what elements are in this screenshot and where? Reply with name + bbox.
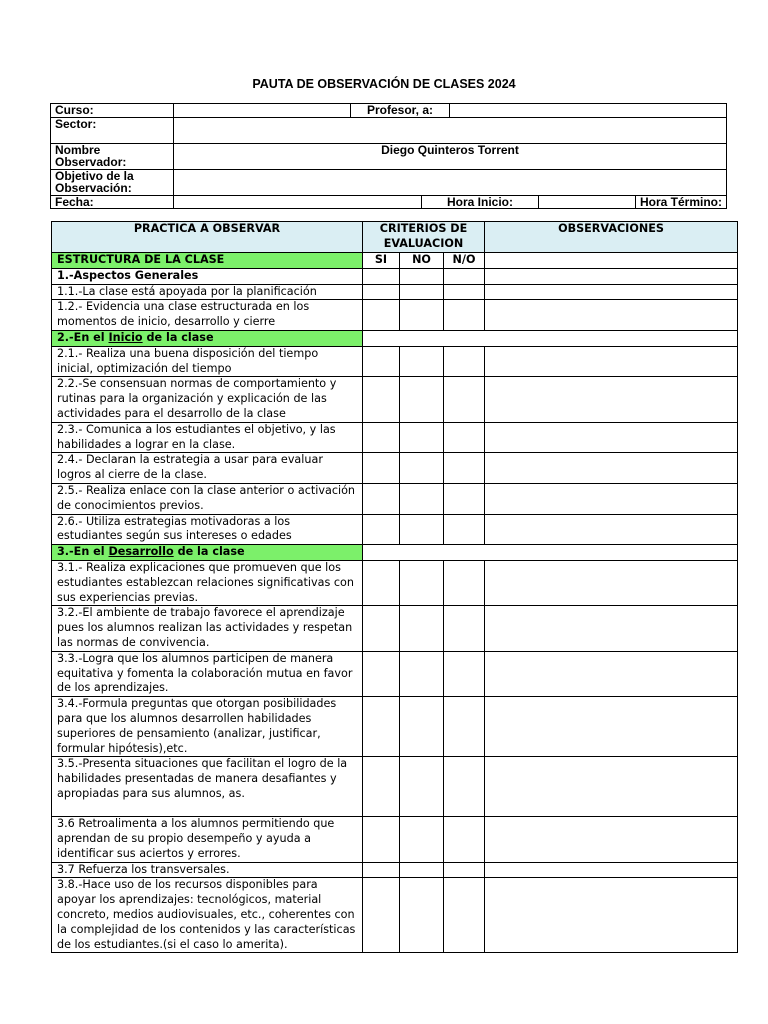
item-3-8: 3.8.-Hace uso de los recursos disponibles para apoyar los aprendizajes: tecnológicos, material concreto, medios audiovisuales, etc., coherentes con la complejidad de los contenidos y las características de los estudiantes.(si el caso lo amerita). <box>52 878 363 953</box>
section-inicio-post: de la clase <box>142 330 214 344</box>
obs-cell[interactable] <box>485 483 738 514</box>
section-desarrollo-blank <box>363 545 738 561</box>
no-cell[interactable] <box>400 453 444 484</box>
si-cell[interactable] <box>363 651 400 696</box>
item-3-6: 3.6 Retroalimenta a los alumnos permitiendo que aprendan de su propio desempeño y ayuda a identificar sus aciertos y errores. <box>52 817 363 862</box>
obs-cell[interactable] <box>485 651 738 696</box>
nombre-observador-field[interactable]: Diego Quinteros Torrent <box>174 143 727 169</box>
na-cell[interactable] <box>444 453 485 484</box>
item-2-6: 2.6.- Utiliza estrategias motivadoras a los estudiantes según sus intereses o edades <box>52 514 363 545</box>
na-cell[interactable] <box>444 757 485 817</box>
no-cell[interactable] <box>400 817 444 862</box>
obs-cell[interactable] <box>485 606 738 651</box>
item-3-1: 3.1.- Realiza explicaciones que promueven que los estudiantes establezcan relaciones significativas con sus experiencias previas. <box>52 560 363 605</box>
item-3-7: 3.7 Refuerza los transversales. <box>52 862 363 878</box>
col-na: N/O <box>444 253 485 269</box>
info-table <box>50 103 727 209</box>
obs-cell[interactable] <box>485 377 738 422</box>
nombre-observador-label <box>51 143 174 169</box>
na-cell[interactable] <box>444 284 485 300</box>
na-cell[interactable] <box>444 817 485 862</box>
si-cell[interactable] <box>363 817 400 862</box>
si-cell[interactable] <box>363 453 400 484</box>
si-cell[interactable] <box>363 757 400 817</box>
si-cell[interactable] <box>363 284 400 300</box>
item-2-4: 2.4.- Declaran la estrategia a usar para evaluar logros al cierre de la clase. <box>52 453 363 484</box>
no-cell[interactable] <box>400 560 444 605</box>
section-desarrollo-post: de la clase <box>173 545 245 559</box>
header-criterios-line1: CRITERIOS DE <box>379 222 468 235</box>
item-2-1: 2.1.- Realiza una buena disposición del tiempo inicial, optimización del tiempo <box>52 346 363 377</box>
si-cell[interactable] <box>363 377 400 422</box>
na-cell[interactable] <box>444 514 485 545</box>
profesor-label: Profesor, a: <box>351 104 450 118</box>
na-cell[interactable] <box>444 651 485 696</box>
si-cell[interactable] <box>363 346 400 377</box>
hora-inicio-label: Hora Inicio: <box>422 195 539 209</box>
no-cell[interactable] <box>400 878 444 953</box>
obs-cell[interactable] <box>485 817 738 862</box>
section-estructura: ESTRUCTURA DE LA CLASE <box>52 253 363 269</box>
profesor-field[interactable] <box>450 104 727 118</box>
section-desarrollo-underline: Desarrollo <box>108 545 174 559</box>
section-aspectos-generales: 1.-Aspectos Generales <box>52 268 363 284</box>
na-cell[interactable] <box>444 878 485 953</box>
obs-cell[interactable] <box>485 878 738 953</box>
obs-cell[interactable] <box>485 514 738 545</box>
si-cell[interactable] <box>363 422 400 453</box>
obs-cell[interactable] <box>485 453 738 484</box>
section-inicio-blank <box>363 330 738 346</box>
hora-termino-label: Hora Término: <box>636 195 727 209</box>
no-cell[interactable] <box>400 284 444 300</box>
no-cell[interactable] <box>400 697 444 757</box>
curso-label: Curso: <box>51 104 174 118</box>
item-3-4: 3.4.-Formula preguntas que otorgan posibilidades para que los alumnos desarrollen habilidades superiores de pensamiento (analizar, justificar, formular hipótesis),etc. <box>52 697 363 757</box>
curso-field[interactable] <box>174 104 351 118</box>
na-cell[interactable] <box>444 300 485 331</box>
header-criterios <box>363 222 485 253</box>
obs-cell[interactable] <box>485 253 738 269</box>
na-cell[interactable] <box>444 483 485 514</box>
item-1-2: 1.2.- Evidencia una clase estructurada en los momentos de inicio, desarrollo y cierre <box>52 300 363 331</box>
na-cell[interactable] <box>444 377 485 422</box>
no-cell[interactable] <box>400 268 444 284</box>
obs-cell[interactable] <box>485 560 738 605</box>
si-cell[interactable] <box>363 514 400 545</box>
no-cell[interactable] <box>400 346 444 377</box>
obs-cell[interactable] <box>485 346 738 377</box>
si-cell[interactable] <box>363 878 400 953</box>
item-1-1: 1.1.-La clase está apoyada por la planificación <box>52 284 363 300</box>
obs-cell[interactable] <box>485 697 738 757</box>
obs-cell[interactable] <box>485 284 738 300</box>
na-cell[interactable] <box>444 560 485 605</box>
si-cell[interactable] <box>363 300 400 331</box>
sector-label: Sector: <box>51 117 174 143</box>
si-cell[interactable] <box>363 268 400 284</box>
obs-cell[interactable] <box>485 422 738 453</box>
header-observaciones: OBSERVACIONES <box>485 222 738 253</box>
item-2-3: 2.3.- Comunica a los estudiantes el objetivo, y las habilidades a lograr en la clase. <box>52 422 363 453</box>
section-inicio-pre: 2.-En el <box>57 330 109 344</box>
hora-inicio-field[interactable] <box>539 195 636 209</box>
na-cell[interactable] <box>444 606 485 651</box>
header-practica: PRACTICA A OBSERVAR <box>52 222 363 253</box>
si-cell[interactable] <box>363 862 400 878</box>
fecha-label: Fecha: <box>51 195 174 209</box>
page-title: PAUTA DE OBSERVACIÓN DE CLASES 2024 <box>252 77 516 91</box>
item-3-2: 3.2.-El ambiente de trabajo favorece el aprendizaje pues los alumnos realizan las actividades y respetan las normas de convivencia. <box>52 606 363 651</box>
si-cell[interactable] <box>363 560 400 605</box>
sector-field[interactable] <box>174 117 727 143</box>
nombre-label-line1: Nombre <box>55 143 101 157</box>
section-inicio <box>52 330 363 346</box>
header-criterios-line2: EVALUACION <box>383 236 464 250</box>
observation-table <box>51 221 738 953</box>
item-3-5: 3.5.-Presenta situaciones que facilitan el logro de la habilidades presentadas de manera desafiantes y apropiadas para sus alumnos, as. <box>52 757 363 817</box>
item-2-2: 2.2.-Se consensuan normas de comportamiento y rutinas para la organización y explicación de las actividades para el desarrollo de la clase <box>52 377 363 422</box>
nombre-label-line2: Observador: <box>55 155 127 169</box>
obs-cell[interactable] <box>485 757 738 817</box>
section-desarrollo <box>52 545 363 561</box>
si-cell[interactable] <box>363 697 400 757</box>
na-cell[interactable] <box>444 422 485 453</box>
item-2-5: 2.5.- Realiza enlace con la clase anterior o activación de conocimientos previos. <box>52 483 363 514</box>
no-cell[interactable] <box>400 514 444 545</box>
objetivo-label <box>51 169 174 195</box>
obs-cell[interactable] <box>485 300 738 331</box>
no-cell[interactable] <box>400 300 444 331</box>
obs-cell[interactable] <box>485 268 738 284</box>
na-cell[interactable] <box>444 268 485 284</box>
section-desarrollo-pre: 3.-En el <box>57 545 109 559</box>
na-cell[interactable] <box>444 697 485 757</box>
col-si: SI <box>363 253 400 269</box>
objetivo-field[interactable] <box>174 169 727 195</box>
si-cell[interactable] <box>363 606 400 651</box>
objetivo-label-line1: Objetivo de la <box>55 169 134 183</box>
obs-cell[interactable] <box>485 862 738 878</box>
no-cell[interactable] <box>400 651 444 696</box>
no-cell[interactable] <box>400 606 444 651</box>
objetivo-label-line2: Observación: <box>55 181 132 195</box>
col-no: NO <box>400 253 444 269</box>
no-cell[interactable] <box>400 377 444 422</box>
no-cell[interactable] <box>400 483 444 514</box>
no-cell[interactable] <box>400 422 444 453</box>
item-3-3: 3.3.-Logra que los alumnos participen de manera equitativa y fomenta la colaboración mutua en favor de los aprendizajes. <box>52 651 363 696</box>
section-inicio-underline: Inicio <box>108 330 143 344</box>
no-cell[interactable] <box>400 757 444 817</box>
fecha-field[interactable] <box>174 195 422 209</box>
na-cell[interactable] <box>444 346 485 377</box>
na-cell[interactable] <box>444 862 485 878</box>
si-cell[interactable] <box>363 483 400 514</box>
no-cell[interactable] <box>400 862 444 878</box>
